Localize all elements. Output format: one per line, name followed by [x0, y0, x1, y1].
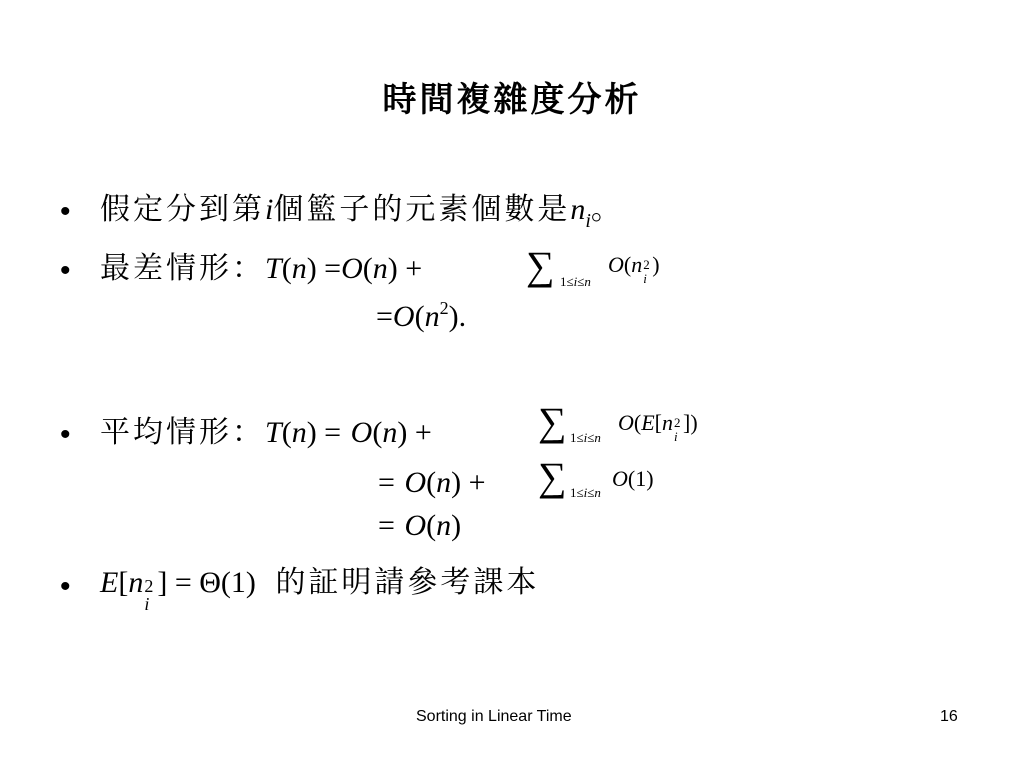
range-upper: n — [594, 430, 601, 445]
math-superscript: 2 — [144, 576, 154, 596]
worst-case-label: 最差情形： — [100, 251, 265, 286]
math-O: O — [404, 466, 427, 499]
bullet-marker: • — [60, 418, 71, 451]
sum-term — [618, 410, 698, 444]
math-n: n — [436, 509, 452, 542]
page-number: 16 — [940, 708, 958, 725]
math-n: n — [291, 252, 307, 285]
worst-case-line — [100, 251, 423, 286]
sum-symbol: ∑ — [526, 243, 555, 288]
math-n: n — [436, 466, 452, 499]
bullet-1-middle: 個籃子的元素個數是 — [273, 192, 571, 227]
term-bracket: [ — [654, 410, 662, 435]
average-case-label: 平均情形： — [100, 415, 265, 450]
term-O: O — [608, 252, 624, 277]
term-paren: ( — [623, 252, 632, 277]
range-var: i — [573, 274, 578, 289]
term-paren-close: ) — [652, 252, 660, 277]
worst-case-result — [376, 298, 467, 333]
math-paren: ( — [281, 252, 292, 285]
term-O: O — [618, 410, 634, 435]
average-case-line-2 — [378, 468, 486, 498]
page-title: 時間複雜度分析 — [382, 80, 642, 120]
math-O: O — [392, 300, 415, 333]
math-paren: ( — [281, 416, 292, 449]
math-paren-close: ) — [451, 509, 462, 542]
math-O: O — [350, 416, 373, 449]
math-plus: ) + — [387, 252, 423, 285]
math-n: n — [372, 252, 388, 285]
range-var: i — [583, 430, 588, 445]
math-theta-expression: ] = Θ(1) — [157, 566, 256, 599]
math-equals: ) = — [306, 416, 342, 449]
math-equals: = — [376, 300, 393, 333]
math-equals: = — [378, 509, 395, 542]
term-subscript: i — [643, 271, 647, 286]
var-i: i — [265, 193, 274, 226]
term-superscript: 2 — [674, 415, 681, 430]
math-n: n — [128, 566, 144, 599]
math-paren-close: ). — [448, 300, 467, 333]
term-bracket-close: ]) — [683, 410, 698, 435]
math-bracket: [ — [118, 566, 129, 599]
average-case-result — [378, 511, 461, 541]
average-case-line — [100, 415, 432, 450]
range-lower: 1≤ — [570, 485, 584, 500]
math-T: T — [265, 252, 282, 285]
bullet-4-label: 的証明請參考課本 — [275, 565, 540, 600]
term-n: n — [631, 252, 643, 277]
math-n: n — [291, 416, 307, 449]
sum-range — [570, 431, 601, 444]
range-upper: n — [594, 485, 601, 500]
sum-term — [608, 252, 660, 286]
sum-range — [570, 486, 601, 499]
math-E: E — [100, 566, 119, 599]
sum-term — [612, 468, 654, 490]
term-n: n — [662, 410, 673, 435]
math-paren: ( — [426, 509, 437, 542]
subscript-i: i — [585, 210, 591, 232]
math-n: n — [382, 416, 398, 449]
math-paren: ( — [372, 416, 383, 449]
math-T: T — [265, 416, 282, 449]
range-le: ≤ — [577, 274, 585, 289]
term-superscript: 2 — [643, 257, 650, 272]
math-equals: ) = — [306, 252, 342, 285]
footer-title: Sorting in Linear Time — [416, 708, 572, 725]
term-constant: (1) — [627, 466, 654, 491]
term-subscript: i — [674, 429, 678, 444]
bullet-1-text — [100, 192, 624, 232]
sum-symbol: ∑ — [538, 399, 567, 444]
sum-range — [560, 275, 591, 288]
var-n: n — [570, 193, 586, 226]
range-le: ≤ — [587, 485, 595, 500]
math-O: O — [341, 252, 363, 285]
sum-symbol: ∑ — [538, 454, 567, 499]
range-lower: 1≤ — [560, 274, 574, 289]
bullet-1-period: 。 — [590, 192, 624, 227]
math-equals: = — [378, 466, 395, 499]
bullet-4-text — [100, 565, 540, 614]
bullet-marker: • — [60, 195, 71, 228]
math-paren: ( — [414, 300, 425, 333]
math-paren: ( — [362, 252, 373, 285]
bullet-marker: • — [60, 254, 71, 287]
bullet-marker: • — [60, 570, 71, 603]
math-plus: ) + — [397, 416, 432, 449]
term-E: E — [641, 410, 655, 435]
math-subscript: i — [144, 594, 150, 614]
term-paren: ( — [633, 410, 642, 435]
range-var: i — [583, 485, 588, 500]
bullet-1-prefix: 假定分到第 — [100, 192, 265, 227]
math-superscript: 2 — [439, 298, 449, 318]
math-n: n — [424, 300, 440, 333]
math-scripts — [143, 576, 157, 614]
math-paren: ( — [426, 466, 437, 499]
range-upper: n — [584, 274, 591, 289]
range-le: ≤ — [587, 430, 595, 445]
term-scripts — [673, 415, 683, 444]
math-O: O — [404, 509, 427, 542]
range-lower: 1≤ — [570, 430, 584, 445]
term-scripts — [642, 257, 652, 286]
math-plus: ) + — [451, 466, 486, 499]
term-O: O — [612, 466, 628, 491]
